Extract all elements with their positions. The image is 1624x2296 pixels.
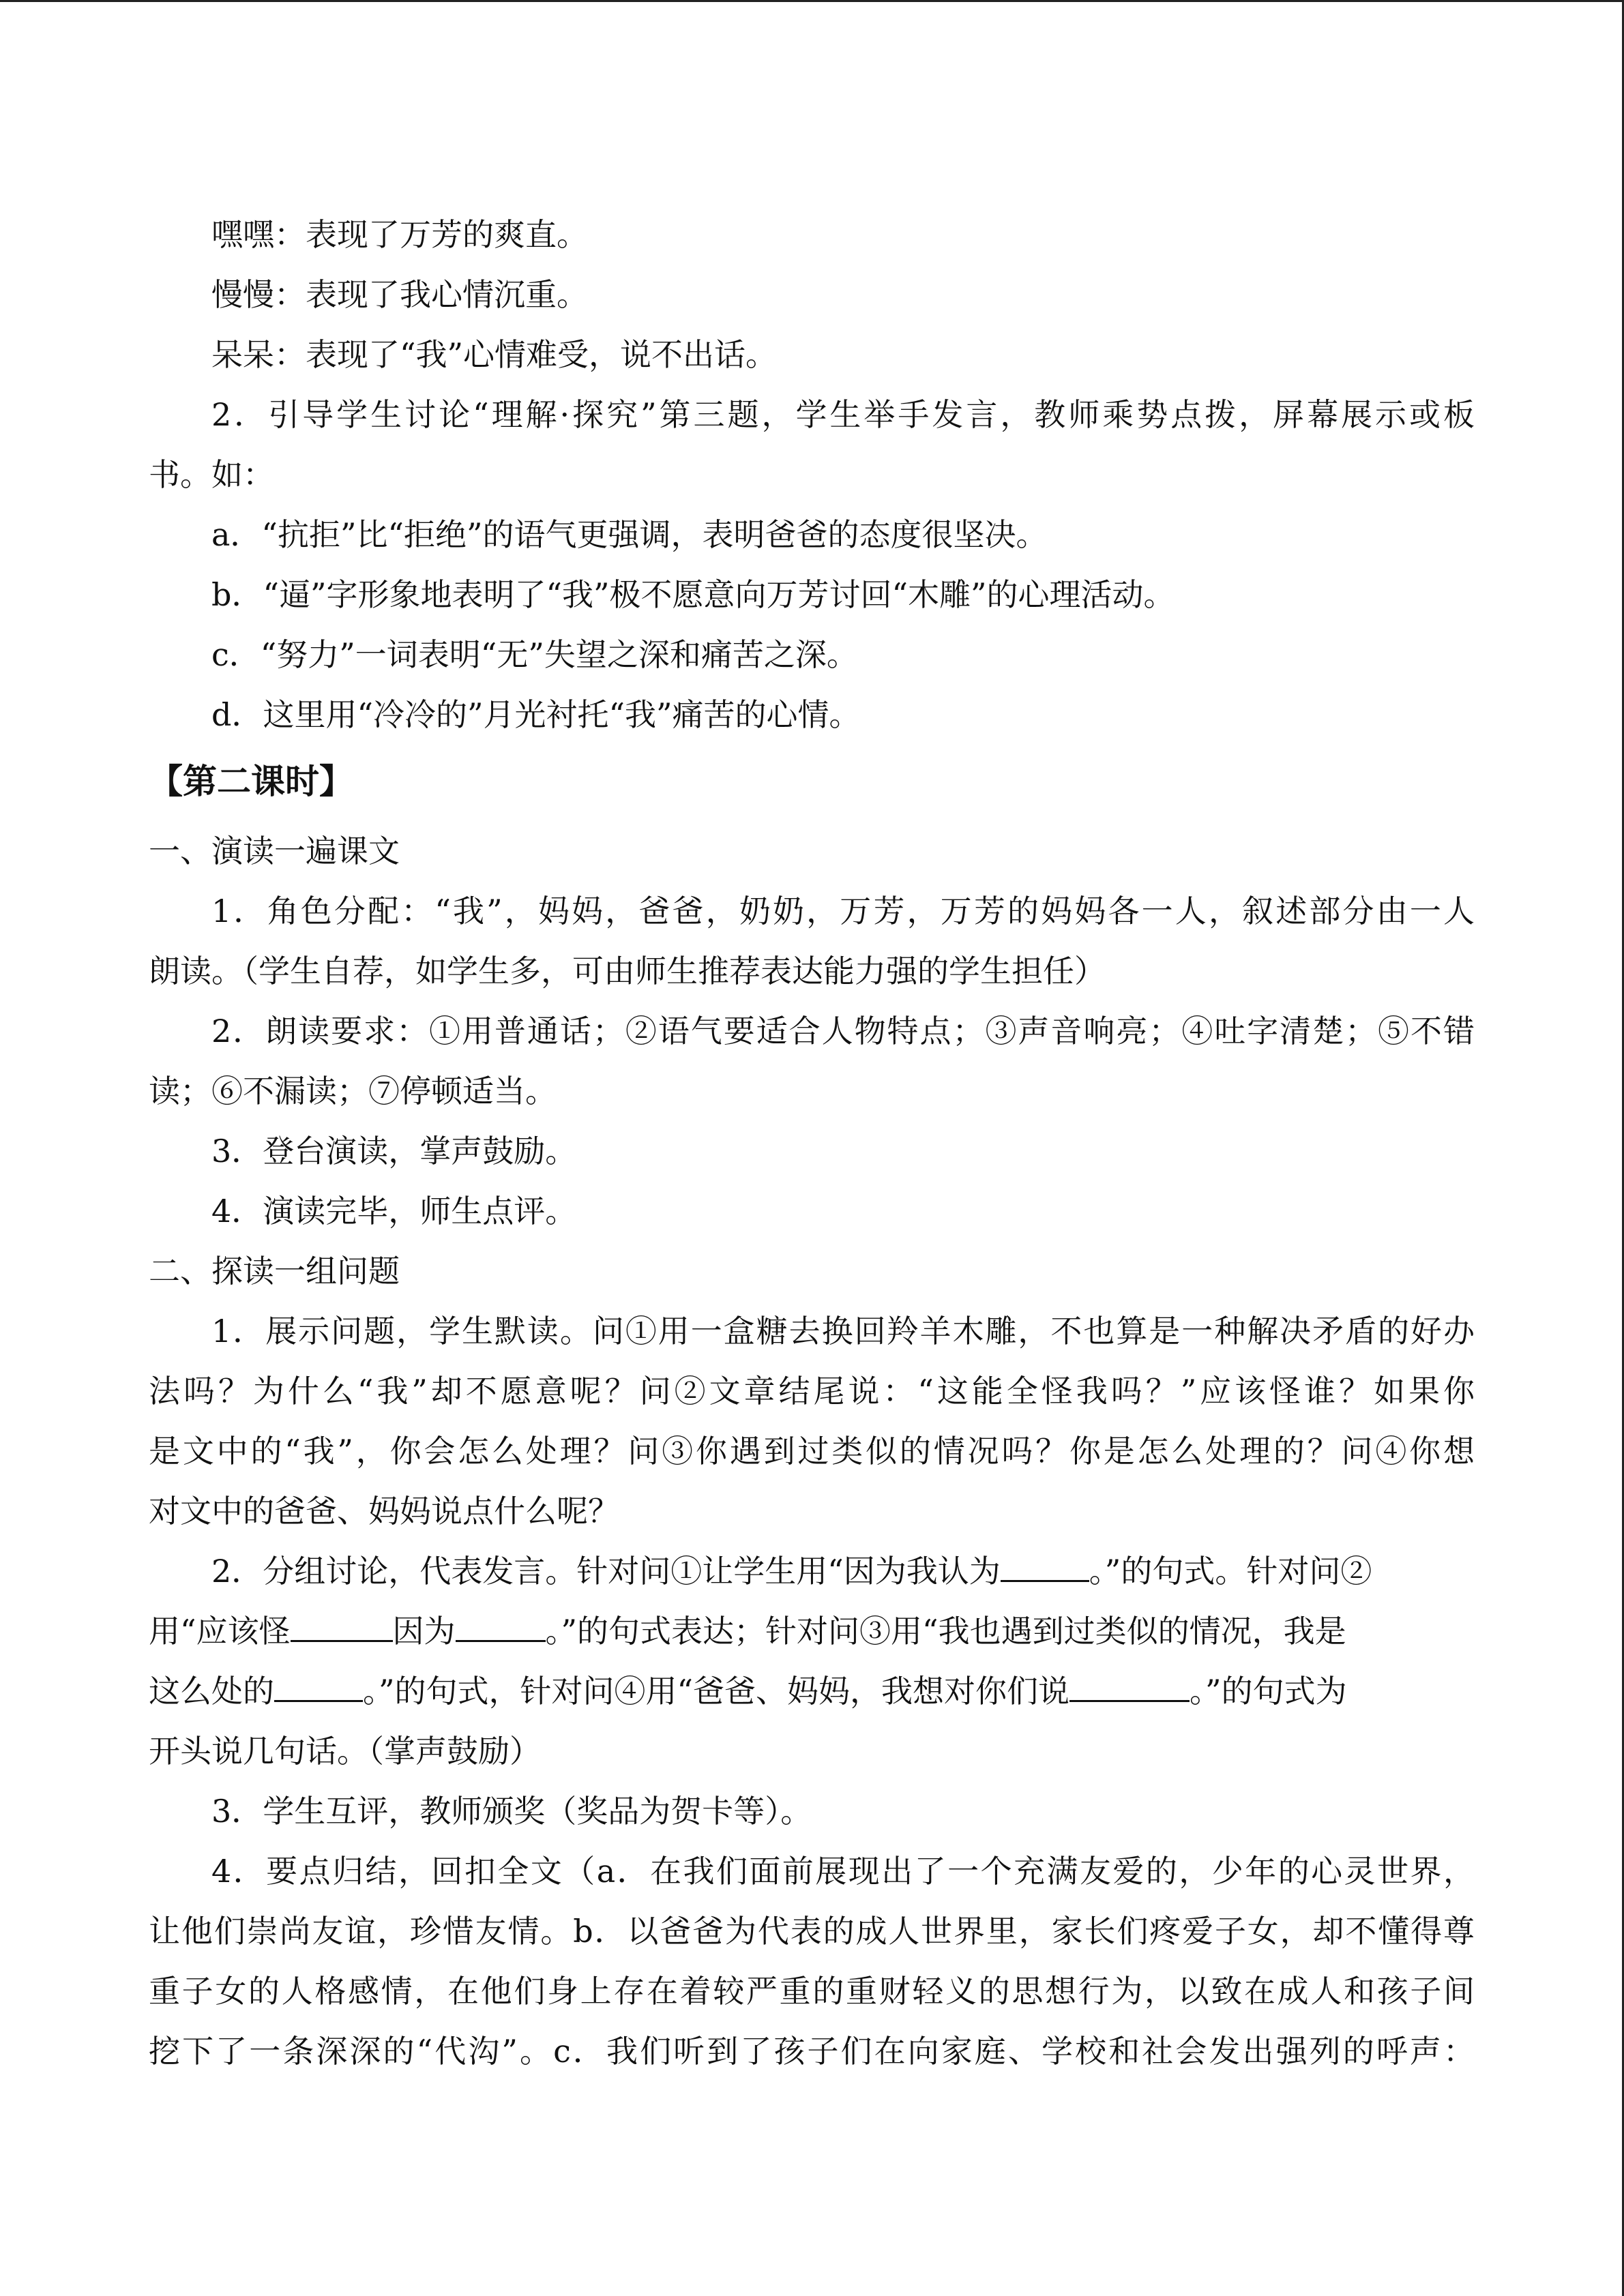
s2-item4-line4: 挖下了一条深深的“代沟”。c．我们听到了孩子们在向家庭、学校和社会发出强列的呼声： — [149, 2033, 1475, 2070]
document-body — [149, 205, 1475, 2081]
s2-item2-text: 2．分组讨论，代表发言。针对问①让学生用“因为我认为 — [211, 1553, 1001, 1590]
fill-blank — [456, 1615, 546, 1642]
section-title-2: 二、探读一组问题 — [149, 1253, 400, 1289]
s2-item2-line4: 开头说几句话。（掌声鼓励） — [149, 1733, 541, 1770]
s2-item2-text: 。”的句式表达；针对问③用“我也遇到过类似的情况，我是 — [545, 1613, 1346, 1650]
paragraph-daidai: 呆呆：表现了“我”心情难受，说不出话。 — [211, 336, 778, 373]
list-item-c: c．“努力”一词表明“无”失望之深和痛苦之深。 — [211, 636, 858, 673]
paragraph-discussion-line2: 书。如： — [149, 456, 274, 493]
paragraph-discussion-line1: 2．引导学生讨论“理解·探究”第三题，学生举手发言，教师乘势点拨，屏幕展示或板 — [211, 396, 1475, 433]
s2-item4-line1: 4．要点归结，回扣全文（a．在我们面前展现出了一个充满友爱的，少年的心灵世界， — [211, 1853, 1475, 1890]
section-title-1: 一、演读一遍课文 — [149, 833, 400, 869]
fill-blank — [1001, 1555, 1089, 1582]
s1-item3: 3．登台演读，掌声鼓励。 — [211, 1133, 577, 1169]
list-item-d: d．这里用“冷冷的”月光衬托“我”痛苦的心情。 — [211, 696, 861, 733]
s2-item2-text: 因为 — [392, 1613, 456, 1650]
s2-item1-line2: 法吗？为什么“我”却不愿意呢？问②文章结尾说：“这能全怪我吗？”应该怪谁？如果你 — [149, 1373, 1475, 1410]
s1-item1-line1: 1．角色分配：“我”，妈妈，爸爸，奶奶，万芳，万芳的妈妈各一人，叙述部分由一人 — [211, 893, 1475, 929]
s1-item4: 4．演读完毕，师生点评。 — [211, 1193, 577, 1229]
s2-item4-line2: 让他们崇尚友谊，珍惜友情。b．以爸爸为代表的成人世界里，家长们疼爱子女，却不懂得尊 — [149, 1913, 1475, 1950]
lesson-heading: 【第二课时】 — [149, 762, 353, 801]
s2-item2-text: 。”的句式，针对问④用“爸爸、妈妈，我想对你们说 — [363, 1673, 1070, 1710]
s2-item2-line1 — [149, 1541, 1475, 1601]
s2-item2-text: 这么处的 — [149, 1673, 274, 1710]
fill-blank — [1069, 1675, 1190, 1702]
list-item-b: b．“逼”字形象地表明了“我”极不愿意向万芳讨回“木雕”的心理活动。 — [211, 576, 1175, 613]
s1-item1-line2: 朗读。（学生自荐，如学生多，可由师生推荐表达能力强的学生担任） — [149, 953, 1106, 989]
s2-item4-line3: 重子女的人格感情，在他们身上存在着较严重的重财轻义的思想行为，以致在成人和孩子间 — [149, 1973, 1475, 2010]
list-item-a: a．“抗拒”比“拒绝”的语气更强调，表明爸爸的态度很坚决。 — [211, 516, 1048, 553]
s2-item2-text: 。”的句式。针对问② — [1089, 1553, 1372, 1590]
paragraph-manman: 慢慢：表现了我心情沉重。 — [211, 276, 588, 313]
s2-item1-line3: 是文中的“我”，你会怎么处理？问③你遇到过类似的情况吗？你是怎么处理的？问④你想 — [149, 1433, 1475, 1470]
fill-blank — [274, 1675, 363, 1702]
fill-blank — [291, 1615, 393, 1642]
s2-item2-text: 用“应该怪 — [149, 1613, 291, 1650]
s2-item3: 3．学生互评，教师颁奖（奖品为贺卡等）。 — [211, 1793, 812, 1830]
s1-item2-line2: 读；⑥不漏读；⑦停顿适当。 — [149, 1073, 557, 1109]
s2-item1-line4: 对文中的爸爸、妈妈说点什么呢？ — [149, 1493, 619, 1530]
s1-item2-line1: 2．朗读要求：①用普通话；②语气要适合人物特点；③声音响亮；④吐字清楚；⑤不错 — [211, 1013, 1475, 1049]
s2-item2-line2 — [149, 1601, 1475, 1661]
s2-item1-line1: 1．展示问题，学生默读。问①用一盒糖去换回羚羊木雕，不也算是一种解决矛盾的好办 — [211, 1313, 1475, 1350]
s2-item2-text: 。”的句式为 — [1190, 1673, 1347, 1710]
paragraph-heihei: 嘿嘿：表现了万芳的爽直。 — [211, 216, 588, 253]
page-border-top — [0, 0, 1624, 2]
s2-item2-line3 — [149, 1661, 1475, 1721]
